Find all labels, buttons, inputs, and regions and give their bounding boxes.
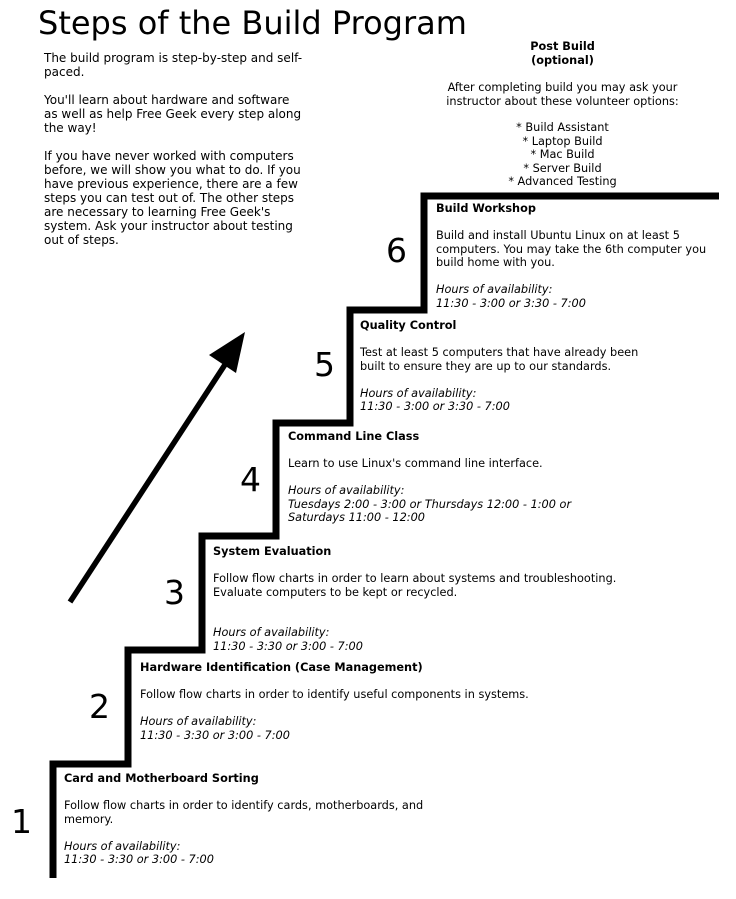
step-description: Learn to use Linux's command line interface. bbox=[288, 457, 543, 470]
step-5 bbox=[360, 319, 645, 414]
intro-text bbox=[44, 51, 306, 261]
post-build-heading: Post Build bbox=[530, 40, 595, 53]
step-hours: 11:30 - 3:00 or 3:30 - 7:00 bbox=[360, 400, 510, 413]
progress-arrow-head bbox=[209, 332, 245, 373]
step-number-6: 6 bbox=[386, 231, 407, 270]
step-hours-label: Hours of availability: bbox=[140, 715, 257, 728]
step-title: Command Line Class bbox=[288, 430, 420, 443]
step-number-1: 1 bbox=[11, 802, 32, 841]
step-hours: 11:30 - 3:30 or 3:00 - 7:00 bbox=[140, 728, 290, 742]
step-4 bbox=[288, 430, 578, 525]
post-build-option: * Advanced Testing bbox=[508, 175, 617, 188]
step-2 bbox=[140, 661, 540, 742]
step-6 bbox=[436, 202, 721, 310]
step-hours-label: Hours of availability: bbox=[64, 839, 181, 853]
intro-paragraph: If you have never worked with computers before, we will show you what to do. If you have previous experience, there are a few steps you can test out of. The other steps are necessary to learning Free Geek's system. Ask your instructor about testing out of steps. bbox=[44, 149, 301, 247]
step-description: Test at least 5 computers that have already been built to ensure they are up to our standards. bbox=[360, 346, 639, 373]
intro-paragraph: The build program is step-by-step and self-paced. bbox=[44, 51, 303, 79]
post-build-section bbox=[440, 40, 685, 189]
step-number-3: 3 bbox=[164, 573, 185, 612]
post-build-option: * Server Build bbox=[523, 161, 602, 175]
step-description: Follow flow charts in order to identify cards, motherboards, and memory. bbox=[64, 799, 424, 826]
step-number-5: 5 bbox=[314, 345, 335, 384]
post-build-option: * Build Assistant bbox=[516, 121, 609, 134]
step-hours-label: Hours of availability: bbox=[436, 283, 553, 296]
step-hours: 11:30 - 3:30 or 3:00 - 7:00 bbox=[64, 853, 214, 866]
step-hours-label: Hours of availability: bbox=[213, 626, 330, 639]
step-3 bbox=[213, 545, 665, 653]
step-hours: 11:30 - 3:30 or 3:00 - 7:00 bbox=[213, 639, 363, 653]
step-hours: Tuesdays 2:00 - 3:00 or Thursdays 12:00 - 1:00 or Saturdays 11:00 - 12:00 bbox=[288, 497, 572, 524]
post-build-option: * Laptop Build bbox=[522, 134, 603, 148]
step-title: Hardware Identification (Case Management) bbox=[140, 661, 423, 674]
step-number-2: 2 bbox=[89, 687, 110, 726]
step-title: System Evaluation bbox=[213, 545, 332, 558]
step-1 bbox=[64, 772, 474, 867]
step-description: Follow flow charts in order to identify useful components in systems. bbox=[140, 688, 529, 701]
post-build-optional-label: (optional) bbox=[531, 53, 594, 67]
step-description: Build and install Ubuntu Linux on at least 5 computers. You may take the 6th computer you build home with you. bbox=[436, 229, 707, 269]
post-build-option: * Mac Build bbox=[530, 148, 595, 161]
post-build-intro: After completing build you may ask your instructor about these volunteer options: bbox=[446, 81, 679, 108]
step-hours-label: Hours of availability: bbox=[288, 484, 405, 497]
step-title: Quality Control bbox=[360, 319, 457, 332]
post-build-options bbox=[440, 121, 685, 189]
step-title: Card and Motherboard Sorting bbox=[64, 772, 259, 785]
intro-paragraph: You'll learn about hardware and software as well as help Free Geek every step along the way! bbox=[44, 93, 302, 135]
step-hours-label: Hours of availability: bbox=[360, 386, 477, 400]
step-number-4: 4 bbox=[240, 460, 261, 499]
step-description: Follow flow charts in order to learn about systems and troubleshooting. Evaluate computers to be kept or recycled. bbox=[213, 572, 617, 599]
page-title: Steps of the Build Program bbox=[38, 4, 467, 42]
step-hours: 11:30 - 3:00 or 3:30 - 7:00 bbox=[436, 296, 586, 310]
step-title: Build Workshop bbox=[436, 202, 536, 215]
